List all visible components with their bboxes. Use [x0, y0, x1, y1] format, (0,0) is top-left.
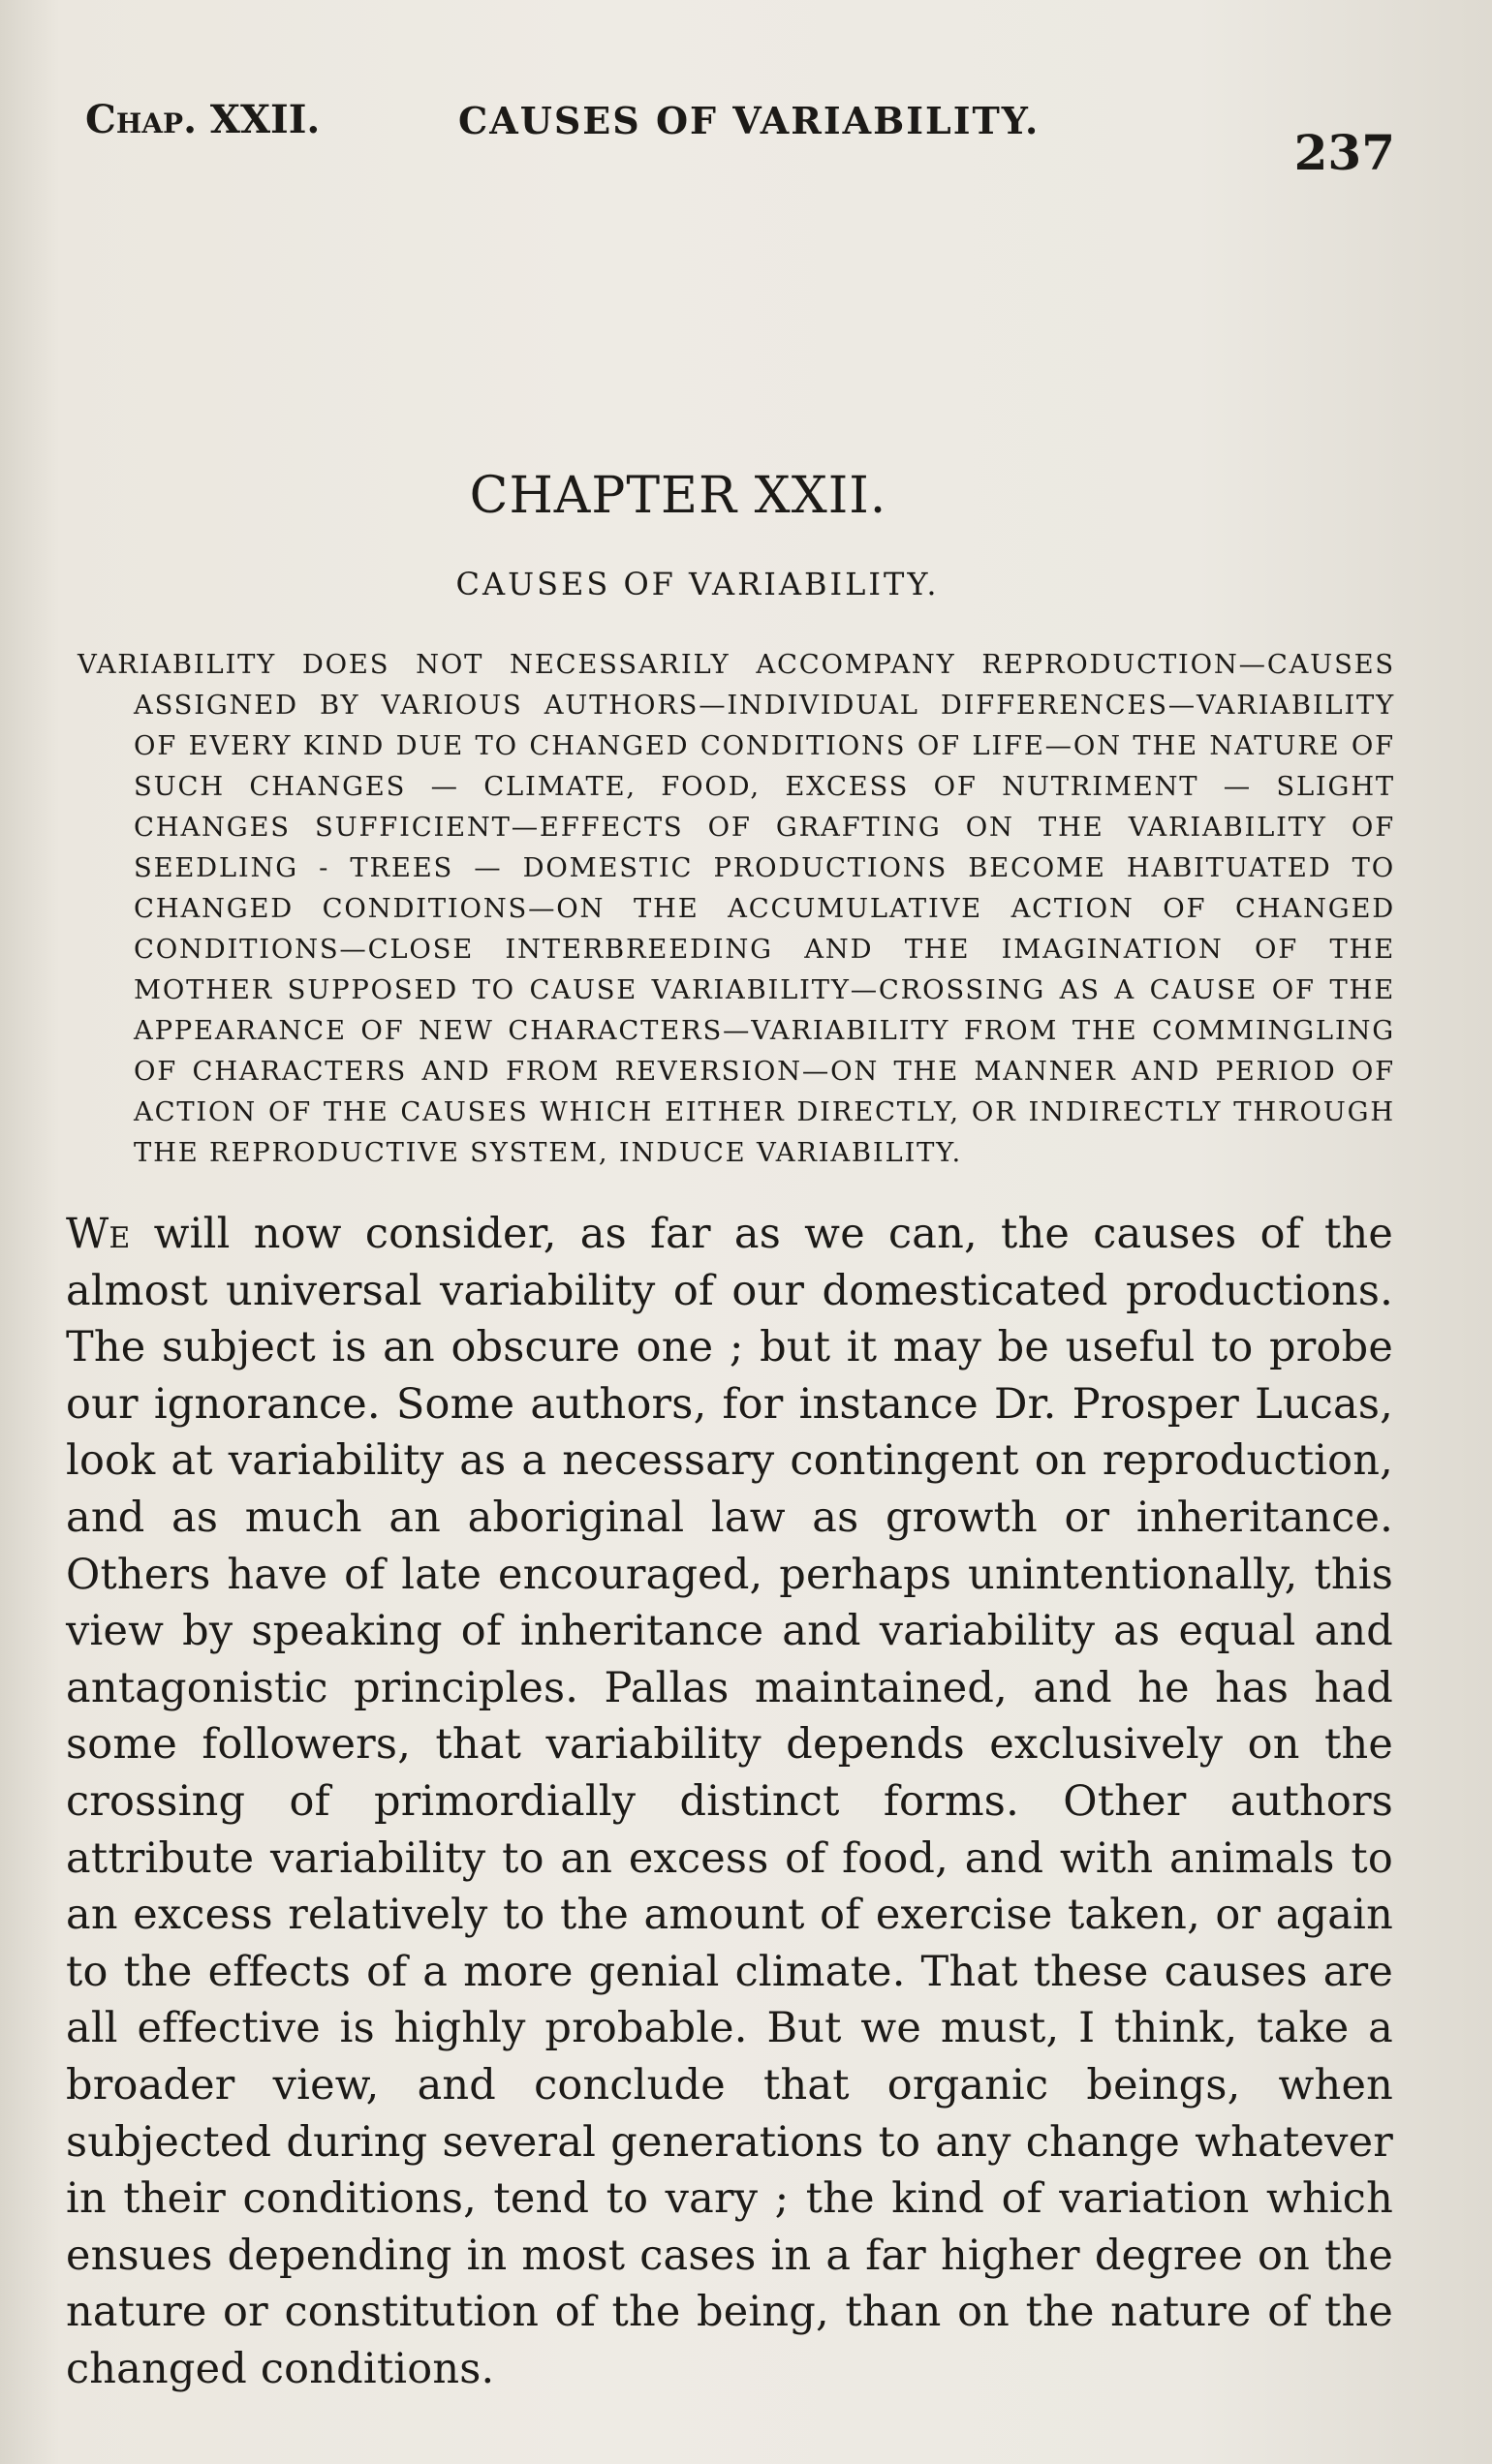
paragraph-opening-word: We: [66, 1210, 131, 1258]
page-number: 237: [1293, 124, 1395, 181]
chapter-summary-text: VARIABILITY DOES NOT NECESSARILY ACCOMPANY REPRODUCTION—CAUSES ASSIGNED BY VARIOUS AUTHORS—INDIVIDUAL DIFFERENCES—VARIABILITY OF EVERY KIND DUE TO CHANGED CONDITIONS OF LIFE—ON THE NATURE OF SUCH CHANGES — CLIMATE, FOOD, EXCESS OF NUTRIMENT — SLIGHT CHANGES SUFFICIENT—EFFECTS OF GRAFTING ON THE VARIABILITY OF SEEDLING - TREES — DOMESTIC PRODUCTIONS BECOME HABITUATED TO CHANGED CONDITIONS—ON THE ACCUMULATIVE ACTION OF CHANGED CONDITIONS—CLOSE INTERBREEDING AND THE IMAGINATION OF THE MOTHER SUPPOSED TO CAUSE VARIABILITY—CROSSING AS A CAUSE OF THE APPEARANCE OF NEW CHARACTERS—VARIABILITY FROM THE COMMINGLING OF CHARACTERS AND FROM REVERSION—ON THE MANNER AND PERIOD OF ACTION OF THE CAUSES WHICH EITHER DIRECTLY, OR INDIRECTLY THROUGH THE REPRODUCTIVE SYSTEM, INDUCE VARIABILITY.: [78, 650, 1395, 1168]
chapter-subtitle: CAUSES OF VARIABILITY.: [455, 566, 940, 602]
paragraph-text: will now consider, as far as we can, the causes of the almost universal variability of our domesticated productions. The subject is an obscure one ; but it may be useful to probe our ignorance. Some authors, for instance Dr. Prosper Lucas, look at variability as a necessary contingent on reproduction, and as much an aboriginal law as growth or inheritance. Others have of late encouraged, perhaps unintentionally, this view by speaking of inheritance and variability as equal and antagonistic principles. Pallas maintained, and he has had some followers, that variability depends exclusively on the crossing of primordially distinct forms. Other authors attribute variability to an excess of food, and with animals to an excess relatively to the amount of exercise taken, or again to the effects of a more genial climate. That these causes are all effective is highly probable. But we must, I think, take a broader view, and conclude that organic beings, when subjected during several generations to any change whatever in their conditions, tend to vary ; the kind of variation which ensues depending in most cases in a far higher degree on the nature or constitution of the being, than on the nature of the changed conditions.: [66, 1210, 1393, 2393]
running-head: [85, 97, 1395, 181]
running-title: CAUSES OF VARIABILITY.: [458, 99, 1041, 142]
chapter-subheading: [0, 566, 1492, 602]
chapter-summary: [78, 645, 1395, 1174]
chapter-title: CHAPTER XXII.: [469, 467, 887, 525]
body-paragraph: [66, 1206, 1393, 2397]
chapter-reference: Chap. XXII.: [85, 97, 321, 142]
chapter-heading: [0, 467, 1492, 525]
